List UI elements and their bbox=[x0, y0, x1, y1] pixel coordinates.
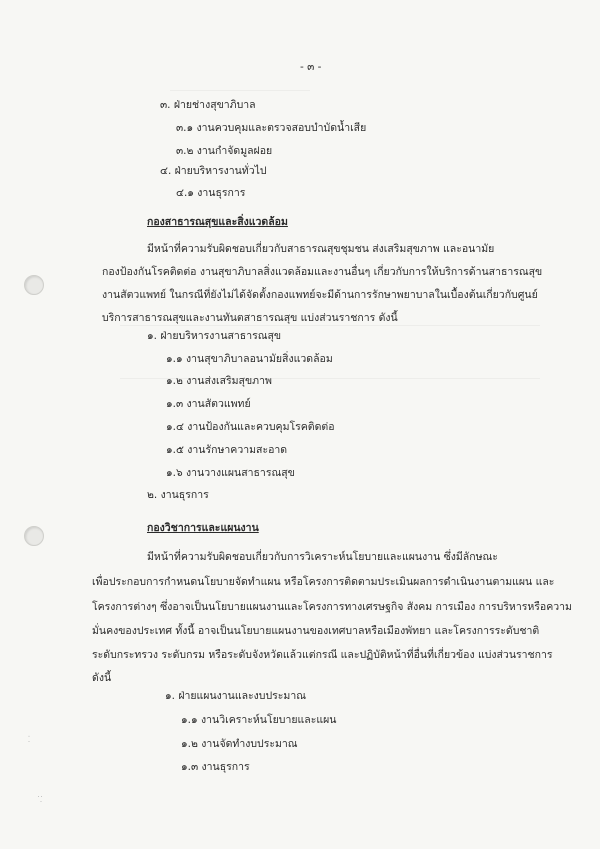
margin-mark: : · bbox=[36, 795, 45, 803]
bleed-through bbox=[120, 325, 540, 326]
section-heading: กองวิชาการและแผนงาน bbox=[147, 522, 259, 534]
paragraph-line: มีหน้าที่ความรับผิดชอบเกี่ยวกับสาธารณสุขชุมชน ส่งเสริมสุขภาพ และอนามัย bbox=[147, 243, 495, 255]
list-item: ๓. ฝ่ายช่างสุขาภิบาล bbox=[160, 99, 256, 111]
section-heading: กองสาธารณสุขและสิ่งแวดล้อม bbox=[147, 216, 288, 228]
list-item: ๑.๓ งานธุรการ bbox=[181, 761, 250, 773]
list-item: ๑.๕ งานรักษาความสะอาด bbox=[166, 444, 288, 456]
paragraph-line: ดังนี้ bbox=[92, 672, 112, 684]
punch-hole bbox=[24, 526, 44, 546]
paragraph-line: งานสัตวแพทย์ ในกรณีที่ยังไม่ได้จัดตั้งกองแพทย์จะมีด้านการรักษาพยาบาลในเบื้องต้นเกี่ยวกับศูนย์ bbox=[102, 289, 538, 301]
bleed-through bbox=[170, 90, 310, 91]
list-item: ๑.๑ งานวิเคราะห์นโยบายและแผน bbox=[181, 714, 337, 726]
list-item: ๓.๒ งานกำจัดมูลฝอย bbox=[176, 145, 273, 157]
list-item: ๑.๔ งานป้องกันและควบคุมโรคติดต่อ bbox=[166, 421, 335, 433]
paragraph-line: กองป้องกันโรคติดต่อ งานสุขาภิบาลสิ่งแวดล้อมและงานอื่นๆ เกี่ยวกับการให้บริการด้านสาธารณสุข bbox=[102, 266, 543, 278]
paragraph-line: มั่นคงของประเทศ ทั้งนี้ อาจเป็นนโยบายแผนงานของเทศบาลหรือเมืองพัทยา และโครงการระดับชาติ bbox=[92, 625, 540, 637]
list-item: ๑. ฝ่ายแผนงานและงบประมาณ bbox=[165, 690, 306, 702]
paragraph-line: ระดับกระทรวง ระดับกรม หรือระดับจังหวัดแล้วแต่กรณี และปฏิบัติหน้าที่อื่นที่เกี่ยวข้อง แบ่งส่วนราชการ bbox=[92, 649, 553, 661]
punch-hole bbox=[24, 275, 44, 295]
margin-mark: · · bbox=[24, 735, 33, 743]
paragraph-line: โครงการต่างๆ ซึ่งอาจเป็นนโยบายแผนงานและโครงการทางเศรษฐกิจ สังคม การเมือง การบริหารหรือความ bbox=[92, 601, 572, 613]
list-item: ๒. งานธุรการ bbox=[147, 489, 209, 501]
list-item: ๔. ฝ่ายบริหารงานทั่วไป bbox=[160, 165, 267, 177]
list-item: ๓.๑ งานควบคุมและตรวจสอบบำบัดน้ำเสีย bbox=[176, 122, 367, 134]
list-item: ๑.๖ งานวางแผนสาธารณสุข bbox=[166, 467, 295, 479]
paragraph-line: มีหน้าที่ความรับผิดชอบเกี่ยวกับการวิเคราะห์นโยบายและแผนงาน ซึ่งมีลักษณะ bbox=[147, 551, 498, 563]
list-item: ๑.๑ งานสุขาภิบาลอนามัยสิ่งแวดล้อม bbox=[166, 353, 333, 365]
page-number: - ๓ - bbox=[300, 61, 322, 73]
list-item: ๑.๒ งานจัดทำงบประมาณ bbox=[181, 738, 298, 750]
list-item: ๔.๑ งานธุรการ bbox=[176, 187, 246, 199]
list-item: ๑.๓ งานสัตวแพทย์ bbox=[166, 398, 251, 410]
paragraph-line: บริการสาธารณสุขและงานทันตสาธารณสุข แบ่งส่วนราชการ ดังนี้ bbox=[102, 312, 398, 324]
paragraph-line: เพื่อประกอบการกำหนดนโยบายจัดทำแผน หรือโครงการติดตามประเมินผลการดำเนินงานตามแผน และ bbox=[92, 576, 555, 588]
list-item: ๑.๒ งานส่งเสริมสุขภาพ bbox=[166, 375, 272, 387]
list-item: ๑. ฝ่ายบริหารงานสาธารณสุข bbox=[147, 330, 282, 342]
